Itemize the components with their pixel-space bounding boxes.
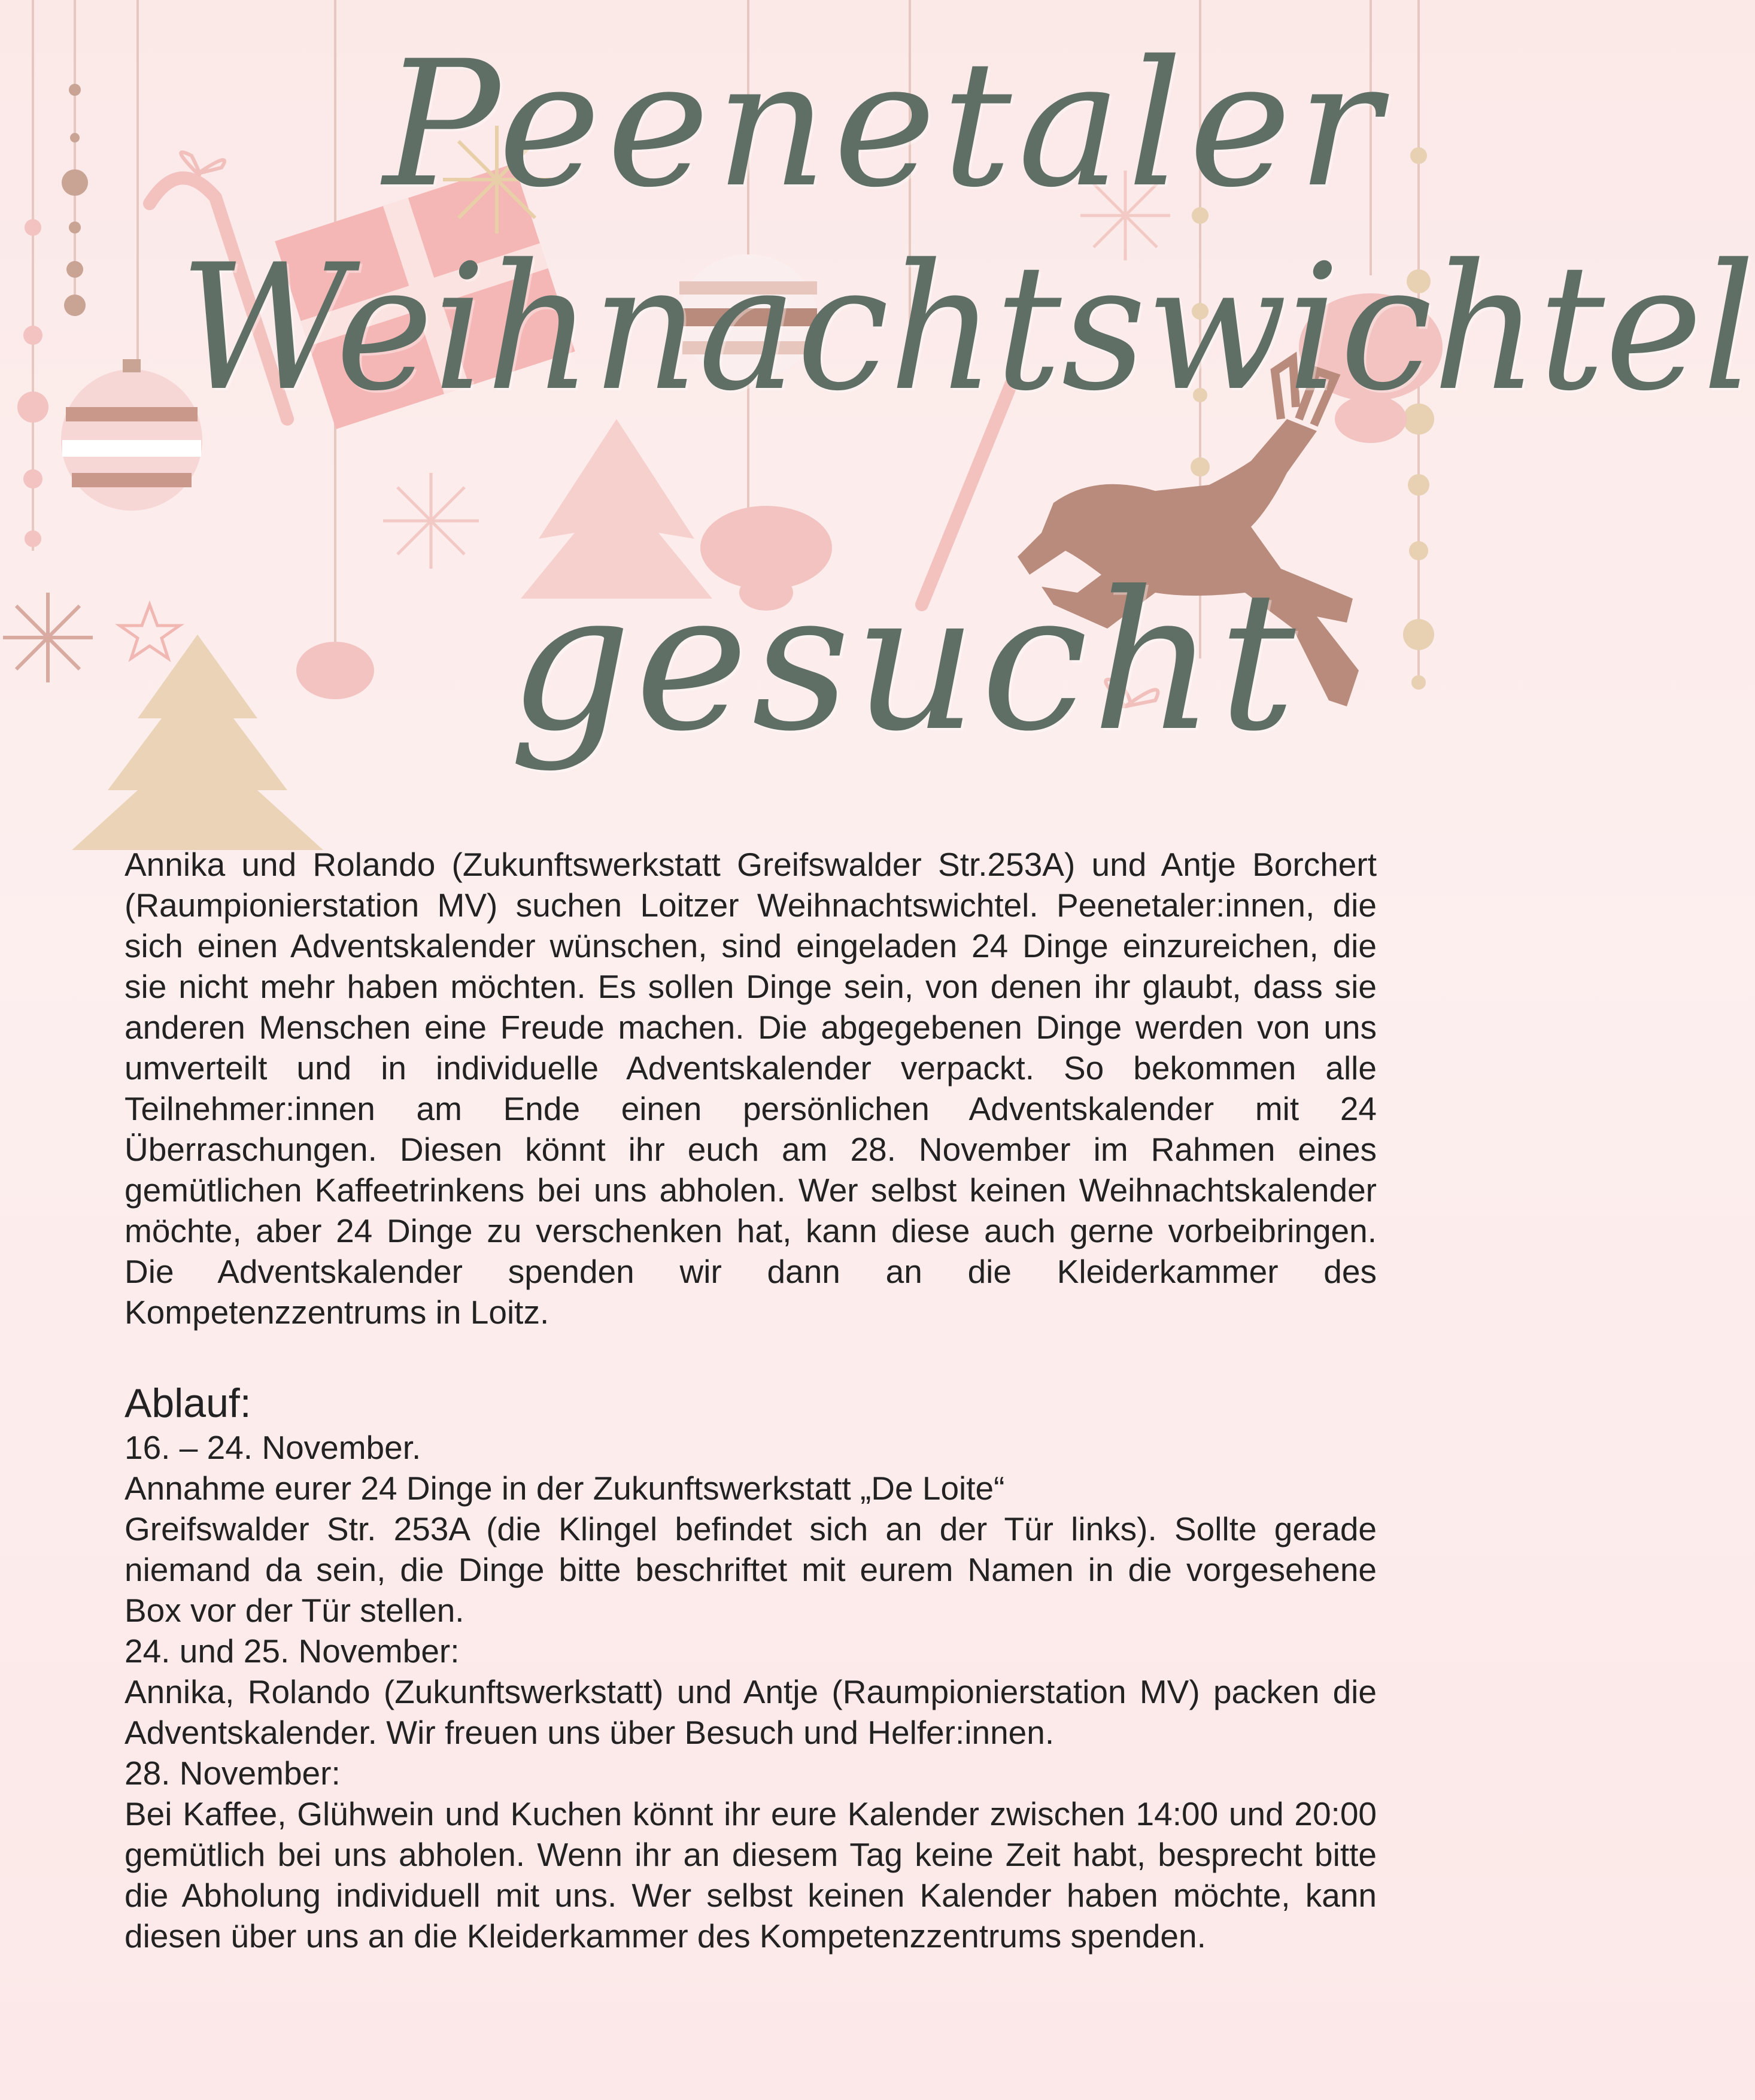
- snowflake-icon: [3, 593, 93, 682]
- gold-christmas-tree-icon: [72, 635, 323, 850]
- intro-paragraph: Annika und Rolando (Zukunftswerkstatt Greifswalder Str.253A) und Antje Borchert (Raumpionierstation MV) suchen Loitzer Weihnachtswichtel. Peenetaler:innen, die sich einen Adventskalender wünschen, sind eingeladen 24 Dinge einzureichen, die sie nicht mehr haben möchten. Es sollen Dinge sein, von denen ihr glaubt, dass sie anderen Menschen eine Freude machen. Die abgegebenen Dinge werden von uns umverteilt und in individuelle Adventskalender verpackt. So bekommen alle Teilnehmer:innen am Ende einen persönlichen Adventskalender mit 24 Überraschungen. Diesen könnt ihr euch am 28. November im Rahmen eines gemütlichen Kaffeetrinkens bei uns abholen. Wer selbst keinen Weihnachtskalender möchte, aber 24 Dinge zu verschenken hat, kann diese auch gerne vorbeibringen. Die Adventskalender spenden wir dann an die Kleiderkammer des Kompetenzzentrums in Loitz.: [125, 846, 1377, 1331]
- step1-text: Greifswalder Str. 253A (die Klingel befindet sich an der Tür links). Sollte gerade niemand da sein, die Dinge bitte beschriftet mit eurem Namen in die vorgesehene Box vor der Tür stellen.: [125, 1510, 1377, 1629]
- title-line-3: gesucht: [509, 551, 1299, 773]
- step3-text: Bei Kaffee, Glühwein und Kuchen könnt ihr eure Kalender zwischen 14:00 und 20:00 gemütlich bei uns abholen. Wenn ihr an diesem Tag keine Zeit habt, besprecht bitte die Abholung individuell mit uns. Wer selbst keinen Kalender haben möchte, kann diesen über uns an die Kleiderkammer des Kompetenzzentrums spenden.: [125, 1795, 1377, 1955]
- title-line-1: Peenetaler: [383, 24, 1387, 226]
- ablauf-heading: Ablauf:: [125, 1380, 251, 1426]
- star-icon: [120, 605, 180, 658]
- step3-date: 28. November:: [125, 1755, 341, 1792]
- step1-title: Annahme eurer 24 Dinge in der Zukunftswerkstatt „De Loite“: [125, 1470, 1005, 1507]
- step2-text: Annika, Rolando (Zukunftswerkstatt) und Antje (Raumpionierstation MV) packen die Adventskalender. Wir freuen uns über Besuch und Helfer:innen.: [125, 1673, 1377, 1751]
- flyer-content: [125, 844, 1377, 1956]
- step1-date: 16. – 24. November.: [125, 1429, 421, 1466]
- step2-date: 24. und 25. November:: [125, 1632, 460, 1670]
- title-line-2: Weihnachtswichtel: [180, 227, 1755, 429]
